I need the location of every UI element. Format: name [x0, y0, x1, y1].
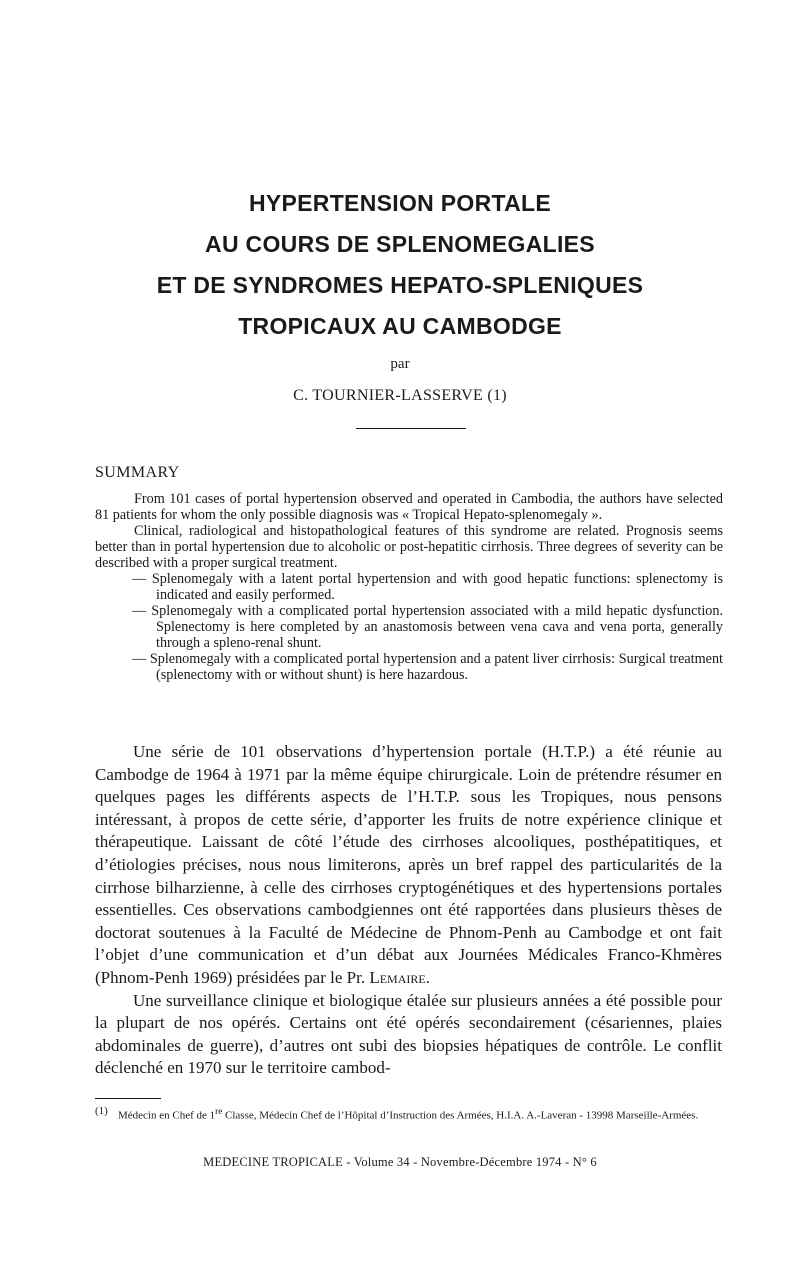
summary-section	[95, 491, 723, 683]
summary-list-item: — Splenomegaly with a complicated portal hypertension and a patent liver cirrhosis: Surgical treatment (splenectomy with or without shunt) is here hazardous.	[132, 651, 723, 683]
summary-list-item: — Splenomegaly with a latent portal hypertension and with good hepatic functions: splenectomy is indicated and easily performed.	[132, 571, 723, 603]
body-paragraph-1	[95, 741, 722, 990]
title-line-1: HYPERTENSION PORTALE	[248, 190, 552, 216]
body-paragraph-2: Une surveillance clinique et biologique étalée sur plusieurs années a été possible pour la plupart de nos opérés. Certains ont été opérés secondairement (césariennes, plaies abdominales de guerre), d’autres ont subi des biopsies hépatiques de contrôle. Le conflit déclenché en 1970 sur le territoire cambod-	[95, 990, 722, 1078]
title-line-4: TROPICAUX AU CAMBODGE	[238, 313, 562, 339]
summary-list-item: — Splenomegaly with a complicated portal hypertension associated with a mild hepatic dysfunction. Splenectomy is here completed by an anastomosis between vena cava and vena porta, generally through a spleno-renal shunt.	[132, 603, 723, 651]
footnote-text	[118, 1104, 725, 1124]
title-line-3: ET DE SYNDROMES HEPATO-SPLENIQUES	[156, 272, 644, 298]
title-divider	[356, 428, 466, 429]
summary-paragraph: Clinical, radiological and histopathological features of this syndrome are related. Prognosis seems better than in portal hypertension due to alcoholic or post-hepatitic cirrhosis. Three degrees of severity can be described with a proper surgical treatment.	[95, 523, 723, 571]
body-text	[95, 741, 722, 1080]
author-name: C. TOURNIER-LASSERVE (1)	[293, 387, 507, 404]
footnote-divider	[95, 1098, 161, 1099]
footnote-superscript: re	[215, 1106, 223, 1116]
by-label: par	[390, 356, 410, 372]
article-title	[0, 183, 800, 347]
footnote	[95, 1104, 725, 1124]
journal-footer: MEDECINE TROPICALE - Volume 34 - Novembre-Décembre 1974 - N° 6	[203, 1155, 597, 1169]
body-paragraph-1-text: Une série de 101 observations d’hypertension portale (H.T.P.) a été réunie au Cambodge de 1964 à 1971 par la même équipe chirurgicale. Loin de prétendre résumer en quelques pages les différents aspects de l’H.T.P. sous les Tropiques, nous pensons intéressant, à propos de cette série, d’apporter les fruits de notre expérience clinique et thérapeutique. Laissant de côté l’étude des cirrhoses alcooliques, posthépatitiques, et d’étiologies précises, nous nous limiterons, après un bref rappel des particularités de la cirrhose bilharzienne, à celle des cirrhoses cryptogénétiques et des hypertensions portales essentielles. Ces observations cambodgiennes ont été rapportées dans plusieurs thèses de doctorat soutenues à la Faculté de Médecine de Phnom-Penh au Cambodge et ont fait l’objet d’une communication et d’un débat aux Journées Médicales Franco-Khmères (Phnom-Penh 1969) présidées par le Pr.	[95, 742, 722, 987]
footnote-text-start: Médecin en Chef de 1	[118, 1109, 216, 1122]
title-line-2: AU COURS DE SPLENOMEGALIES	[205, 231, 595, 257]
footnote-marker: (1)	[95, 1105, 108, 1117]
summary-heading: SUMMARY	[95, 464, 180, 481]
summary-paragraph: From 101 cases of portal hypertension observed and operated in Cambodia, the authors have selected 81 patients for whom the only possible diagnosis was « Tropical Hepato-splenomegaly ».	[95, 491, 723, 523]
person-name: Lemaire.	[369, 967, 430, 987]
footnote-text-end: Classe, Médecin Chef de l’Hôpital d’Instruction des Armées, H.I.A. A.-Laveran - 13998 Marseille-Armées.	[222, 1109, 699, 1122]
